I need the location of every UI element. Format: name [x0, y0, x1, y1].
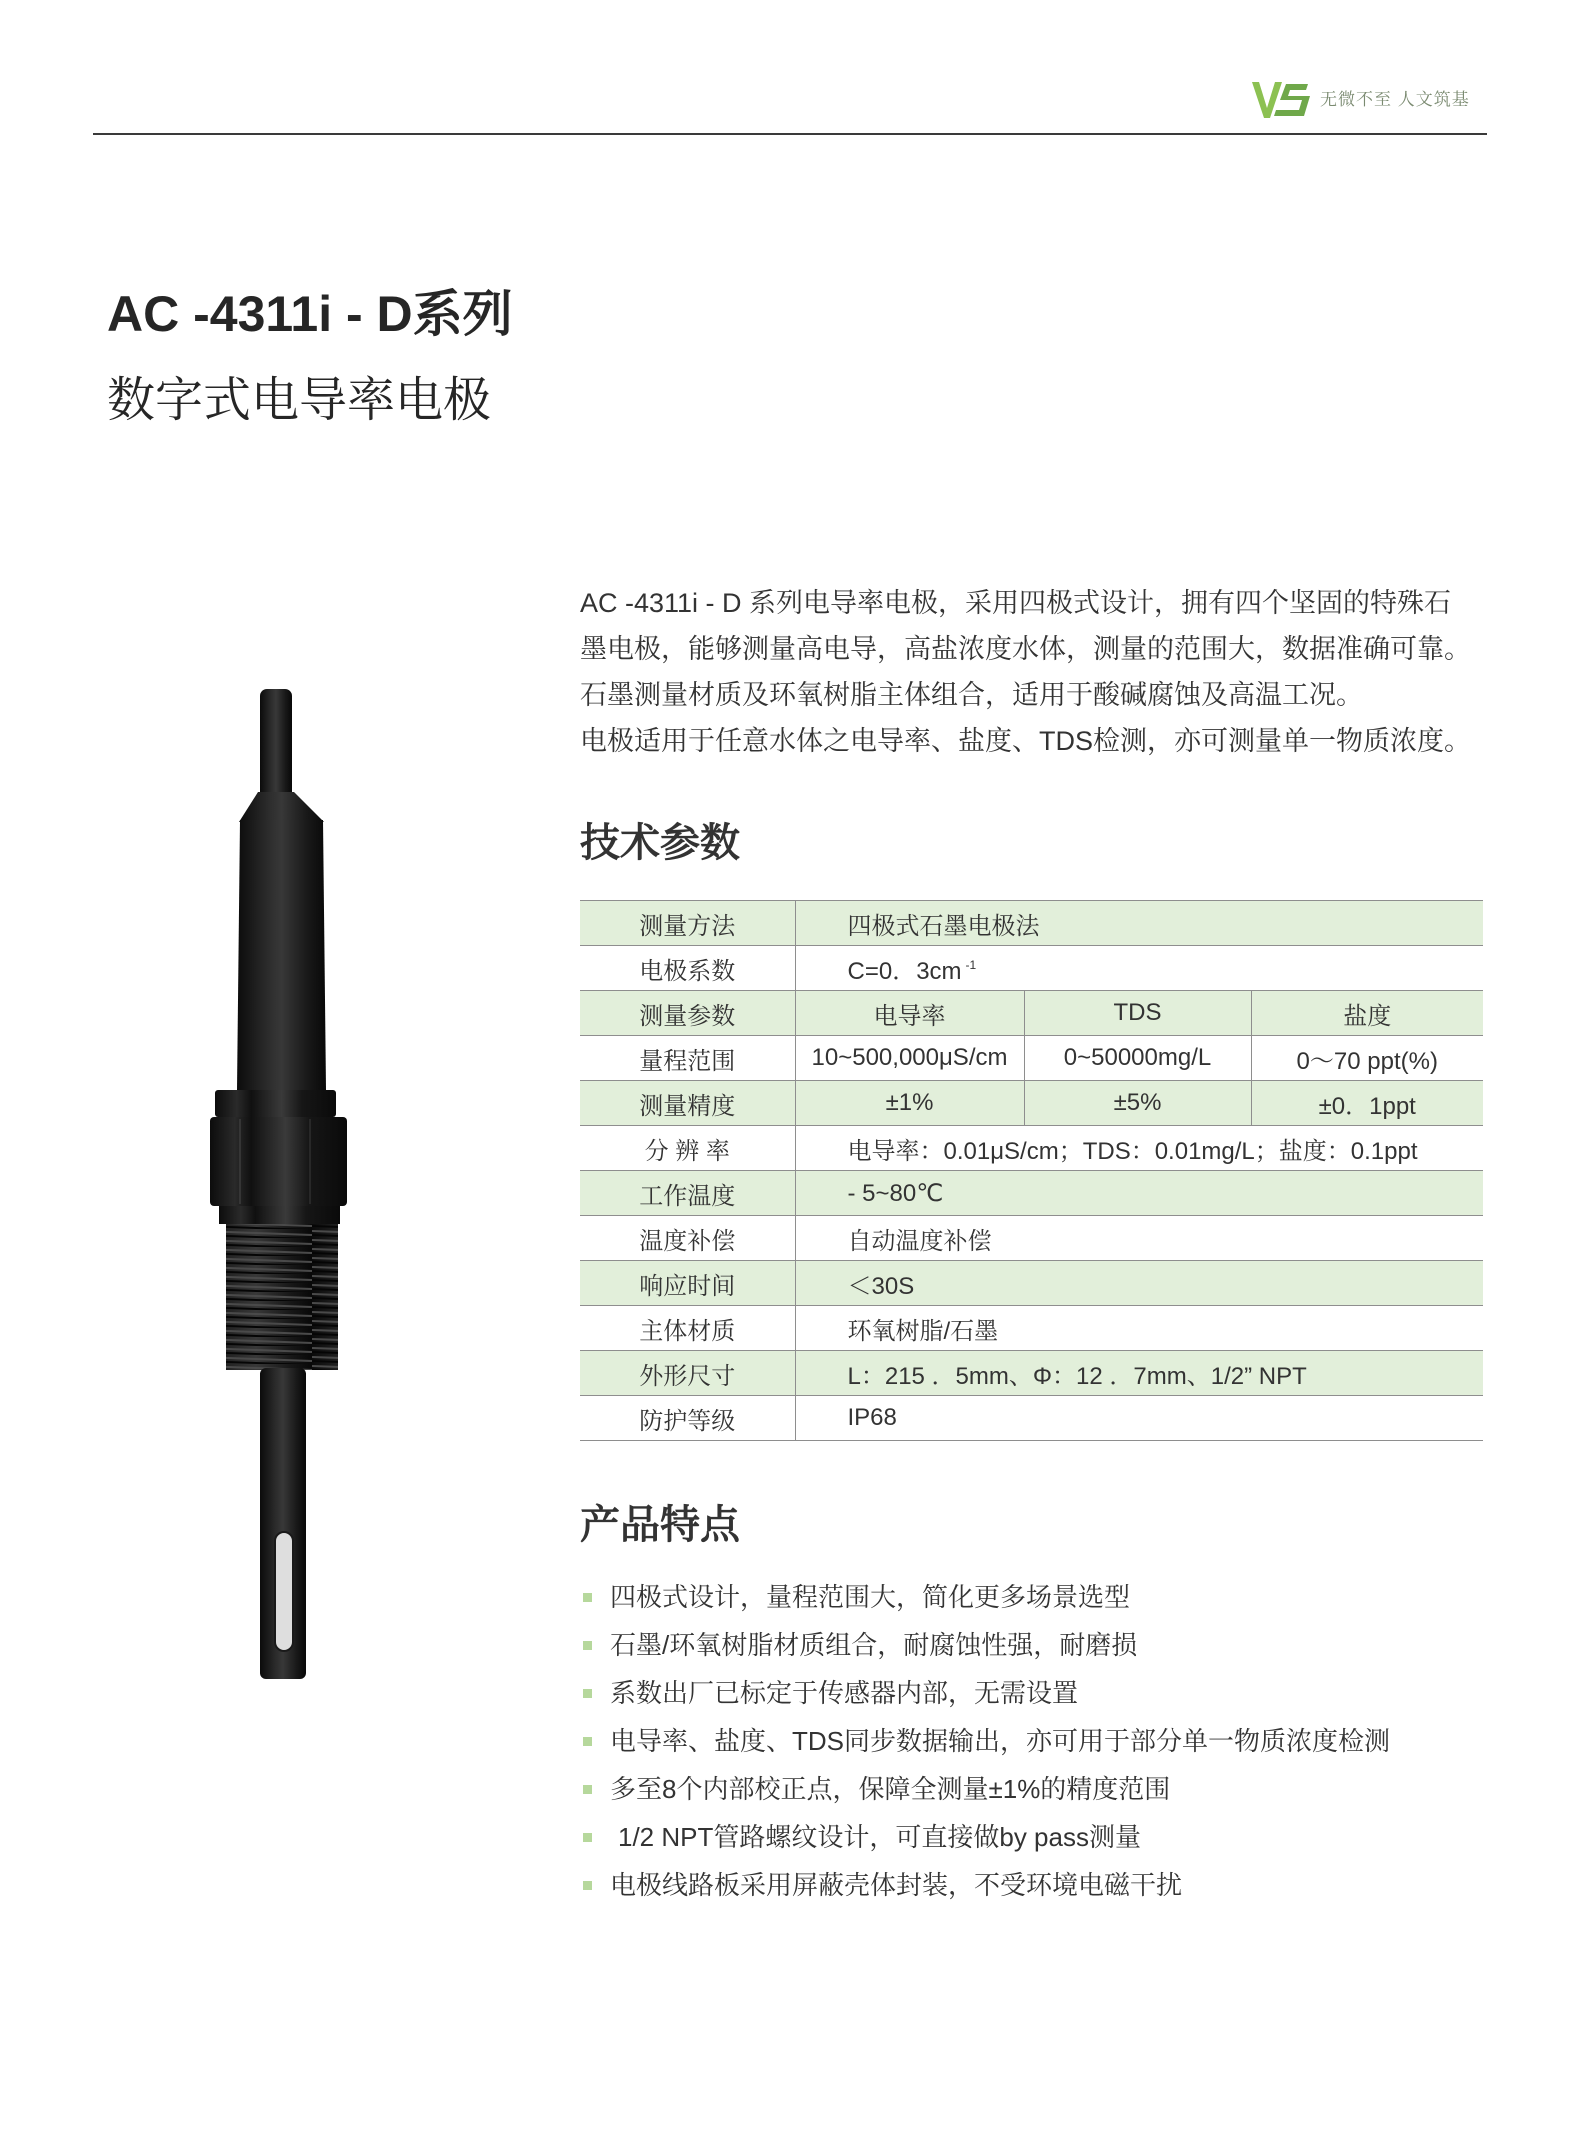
npt-thread: [226, 1224, 338, 1370]
description-line: 墨电极，能够测量高电导，高盐浓度水体，测量的范围大，数据准确可靠。: [580, 634, 1471, 664]
spec-row: [580, 1126, 1483, 1171]
square-bullet-icon: [583, 1785, 592, 1794]
spec-label: 工作温度: [580, 1171, 795, 1216]
square-bullet-icon: [583, 1881, 592, 1890]
spec-value: L：215 ．5mm、Φ：12 ．7mm、1/2” NPT: [795, 1351, 1483, 1396]
spec-label: 分 辨 率: [580, 1126, 795, 1171]
spec-row: [580, 1306, 1483, 1351]
feature-item: [583, 1669, 1390, 1717]
features-heading: 产品特点: [580, 1503, 740, 1547]
feature-item: [583, 1813, 1390, 1861]
feature-text: 四极式设计，量程范围大，简化更多场景选型: [610, 1582, 1131, 1612]
description-line: 电极适用于任意水体之电导率、盐度、TDS检测，亦可测量单一物质浓度。: [580, 726, 1471, 756]
spec-value: 10~500,000μS/cm: [795, 1036, 1024, 1081]
spec-label: 电极系数: [580, 946, 795, 991]
specs-heading: 技术参数: [580, 821, 740, 865]
spec-value: IP68: [795, 1396, 1483, 1441]
electrode-collar: [215, 1090, 336, 1117]
cell-constant-value: C=0．3cm: [847, 957, 962, 985]
feature-item: [583, 1717, 1390, 1765]
electrode-washer: [219, 1206, 340, 1224]
spec-label: 防护等级: [580, 1396, 795, 1441]
vs-logo-icon: [1250, 78, 1314, 122]
spec-value: 盐度: [1251, 991, 1483, 1036]
spec-row: [580, 901, 1483, 946]
spec-label: 量程范围: [580, 1036, 795, 1081]
hex-nut: [210, 1117, 347, 1206]
spec-row: [580, 1351, 1483, 1396]
square-bullet-icon: [583, 1593, 592, 1602]
description-line: AC -4311i - D 系列电导率电极，采用四极式设计，拥有四个坚固的特殊石: [580, 588, 1452, 618]
spec-value: - 5~80℃: [795, 1171, 1483, 1216]
feature-text: 多至8个内部校正点，保障全测量±1%的精度范围: [610, 1774, 1171, 1804]
square-bullet-icon: [583, 1641, 592, 1650]
spec-row: [580, 1216, 1483, 1261]
square-bullet-icon: [583, 1737, 592, 1746]
feature-item: [583, 1621, 1390, 1669]
spec-value: ＜30S: [795, 1261, 1483, 1306]
spec-row: [580, 1171, 1483, 1216]
feature-text: 电导率、盐度、TDS同步数据输出，亦可用于部分单一物质浓度检测: [610, 1726, 1391, 1756]
spec-value: 0~50000mg/L: [1024, 1036, 1251, 1081]
product-model-title: AC -4311i - D系列: [107, 286, 513, 342]
spec-label: 测量精度: [580, 1081, 795, 1126]
spec-row: [580, 1261, 1483, 1306]
description-line: 石墨测量材质及环氧树脂主体组合，适用于酸碱腐蚀及高温工况。: [580, 680, 1363, 710]
feature-item: [583, 1573, 1390, 1621]
features-list: [583, 1573, 1390, 1909]
spec-value: 四极式石墨电极法: [795, 901, 1483, 946]
spec-value: ±0．1ppt: [1251, 1081, 1483, 1126]
spec-value: ±1%: [795, 1081, 1024, 1126]
spec-row: [580, 1036, 1483, 1081]
spec-value: 自动温度补偿: [795, 1216, 1483, 1261]
feature-text: 1/2 NPT管路螺纹设计，可直接做by pass测量: [618, 1822, 1141, 1852]
conductivity-electrode-image: [200, 680, 370, 1690]
spec-label: 测量方法: [580, 901, 795, 946]
spec-label: 主体材质: [580, 1306, 795, 1351]
product-subtitle: 数字式电导率电极: [107, 374, 492, 427]
spec-label: 响应时间: [580, 1261, 795, 1306]
feature-item: [583, 1861, 1390, 1909]
feature-text: 电极线路板采用屏蔽壳体封装，不受环境电磁干扰: [610, 1870, 1183, 1900]
cell-constant-exponent: -1: [965, 957, 977, 972]
spec-row: [580, 1081, 1483, 1126]
spec-value: TDS: [1024, 991, 1251, 1036]
electrode-cable: [260, 689, 292, 799]
spec-value: 电导率：0.01μS/cm；TDS：0.01mg/L；盐度：0.1ppt: [795, 1126, 1483, 1171]
spec-label: 外形尺寸: [580, 1351, 795, 1396]
square-bullet-icon: [583, 1689, 592, 1698]
spec-value: 环氧树脂/石墨: [795, 1306, 1483, 1351]
spec-row: [580, 946, 1483, 991]
spec-row: [580, 1396, 1483, 1441]
spec-value: 电导率: [795, 991, 1024, 1036]
spec-value: 0～70 ppt(%): [1251, 1036, 1483, 1081]
spec-label: 温度补偿: [580, 1216, 795, 1261]
feature-text: 系数出厂已标定于传感器内部，无需设置: [610, 1678, 1079, 1708]
feature-text: 石墨/环氧树脂材质组合，耐腐蚀性强，耐磨损: [610, 1630, 1138, 1660]
sensor-slot: [275, 1532, 293, 1651]
product-description: [580, 580, 1490, 764]
feature-item: [583, 1765, 1390, 1813]
brand-slogan: 无微不至 人文筑基: [1320, 90, 1470, 109]
spec-value: [795, 946, 1483, 991]
square-bullet-icon: [583, 1833, 592, 1842]
spec-label: 测量参数: [580, 991, 795, 1036]
spec-value: ±5%: [1024, 1081, 1251, 1126]
specs-table: [580, 900, 1483, 1441]
spec-row: [580, 991, 1483, 1036]
header-divider: [93, 133, 1487, 135]
electrode-body: [237, 792, 326, 1090]
